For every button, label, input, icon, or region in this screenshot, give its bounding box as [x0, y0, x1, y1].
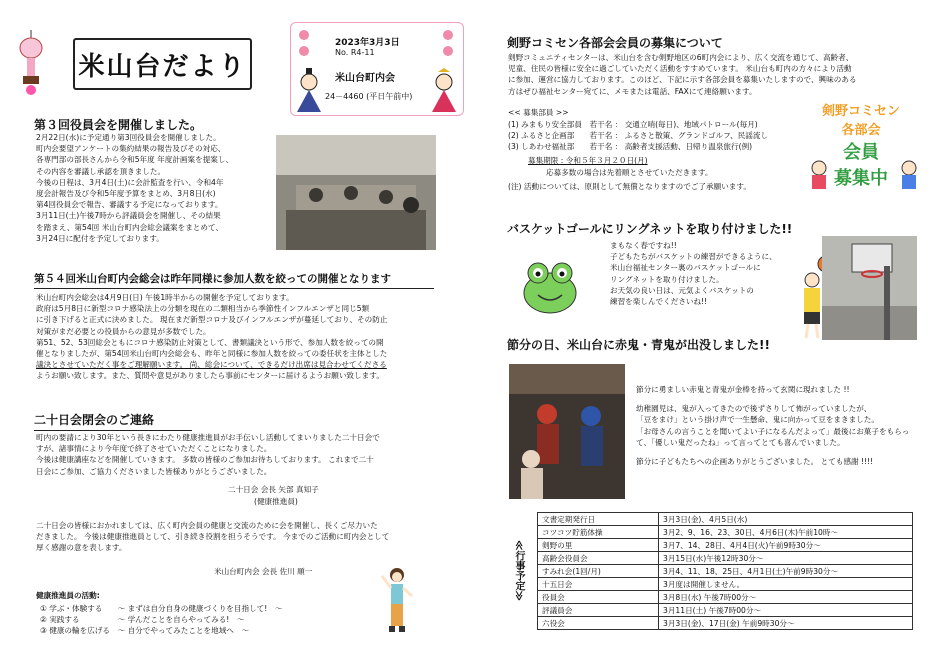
- text-line: 二十日会の皆様におかれましては、広く町内会員の健康と交流のために会を開催し、長くご尽力いた: [36, 521, 378, 530]
- recruit-note: (注) 活動については、原則として無償となりますのでご了承願います。: [508, 182, 751, 191]
- text-line: 対策がまだ必要との役員からの意見が多数でした。: [36, 326, 211, 336]
- list-item: ② 実践する ～ 学んだことを自らやってみる! ～: [40, 615, 245, 625]
- schedule-label: ≪行事予定≫: [513, 540, 524, 601]
- list-item: (2) ふるさと企画部 若干名 ： ふるさと散策、グランドゴルフ、民謡流し: [508, 131, 769, 141]
- schedule-date: 3月3日(金)、4月5日(水): [659, 513, 913, 526]
- activities-title: 健康推進員の活動:: [36, 591, 100, 600]
- hina-doll-male-icon: [294, 68, 324, 116]
- badge-line: 剣野コミセン: [821, 104, 900, 119]
- text-line: その内容を審議し承認を頂きました。: [36, 166, 166, 176]
- basketball-goal-photo: [822, 236, 917, 340]
- text-line: 今後は健康講座などを開催していきます。 多数の皆様のご参加お待ちしております。 これまで二十: [36, 455, 374, 465]
- schedule-event: すみれ会(1回/月): [538, 565, 659, 578]
- text-line: 各専門部の部長さんから令和5年度 年度計画案を提案し、: [36, 155, 234, 165]
- text-line: 度会計報告及び令和5年度予算をまとめ、3月8日(水): [36, 189, 216, 199]
- section-heading-setsubun: 節分の日、米山台に赤鬼・青鬼が出没しました!!: [507, 338, 770, 352]
- text-line: 子どもたちがバスケットの練習ができるように、: [610, 252, 777, 262]
- text-line: 練習を楽しんでくださいね!!: [610, 297, 708, 307]
- text-line: すが、諸事情により今年度で終了させていただくことになりました。: [36, 444, 272, 454]
- text-line: 米山台福祉センター裏のバスケットゴールに: [610, 263, 761, 273]
- hatsuka-kai-signature: 二十日会 会長 矢部 真知子: [228, 485, 319, 494]
- schedule-date: 3月7、14、28日、4月4日(火)午前9時30分～: [659, 539, 913, 552]
- schedule-event: コツコツ貯筋体操: [538, 526, 659, 539]
- text-line: 剣野コミュニティセンターは、米山台を含む剣野地区の6町内会により、広く交流を通じて、高齢者、: [508, 53, 854, 62]
- recruit-list: [508, 119, 768, 153]
- schedule-row: [538, 578, 913, 591]
- schedule-event: 十五日会: [538, 578, 659, 591]
- badge-line: 募集中: [834, 168, 888, 189]
- lantern-left-icon: [18, 30, 44, 104]
- schedule-row: [538, 539, 913, 552]
- list-item: ① 学ぶ・体験する ～ まずは自分自身の健康づくりを目指して! ～: [40, 604, 283, 613]
- section-heading-recruit: 剣野コミセン各部会会員の募集について: [507, 36, 723, 50]
- schedule-date: 3月11日(土) 午後7時00分～: [659, 604, 913, 617]
- text-line: 節分に勇ましい赤鬼と青鬼が金棒を持って玄関に現れました !!: [636, 385, 850, 394]
- setsubun-text: [636, 384, 926, 467]
- text-line: 日会にご参加、ご協力くださいました皆様ありがとうございました。: [36, 466, 272, 476]
- hatsuka-kai-signature-role: (健康推進員): [254, 497, 298, 506]
- org-name: 米山台町内会: [335, 73, 395, 84]
- text-line: まもなく春ですね!!: [610, 241, 677, 250]
- meeting-photo: [276, 135, 436, 250]
- children-illustration: [808, 160, 830, 194]
- text-line: 米山台町内会総会は4月9日(日) 午後1時半からの開催を予定しております。: [36, 293, 294, 302]
- schedule-date: 3月15日(水)午後12時30分～: [659, 552, 913, 565]
- board-meeting-text: [36, 132, 272, 244]
- issue-date: 2023年3月3日: [335, 38, 400, 48]
- list-item: ③ 健康の輪を広げる ～ 自分でやってみたことを地域へ ～: [40, 626, 250, 636]
- text-line: て、「優しい鬼だったね」って言ってとても喜んでいました。: [636, 437, 845, 447]
- schedule-row: [538, 604, 913, 617]
- list-item: (3) しあわせ福祉部 若干名 ： 高齢者支援活動、日帰り温泉旅行(例): [508, 142, 753, 152]
- hatsuka-kai-thanks-text: [36, 520, 438, 554]
- text-line: 3月11日(土)午後7時から評議員会を開催し、その結果: [36, 211, 221, 221]
- text-line: ようお願い致します。また、質問や意見がありましたら事前にセンターに届けるようお願い致します。: [36, 371, 384, 381]
- text-line: 第51、52、53回総会ともにコロナ感染防止対策として、書類議決という形で、参加人数を絞っての開: [36, 337, 384, 347]
- text-line: 今後の日程は、3月4日(土)に会計監査を行い、令和4年: [36, 177, 224, 187]
- schedule-date: 3月3日(金)、17日(金) 午前9時30分～: [659, 617, 913, 630]
- schedule-event: 六役会: [538, 617, 659, 630]
- schedule-row: [538, 513, 913, 526]
- schedule-row: [538, 591, 913, 604]
- activities-list: [40, 603, 283, 637]
- basketball-text: [610, 240, 800, 307]
- recruit-deadline: 募集期限 : 令和５年３月２０日(月): [528, 156, 648, 165]
- list-item: (1) みまもり安全部員 若干名 ： 交通立哨(毎日)、地域パトロール(毎月): [508, 120, 758, 129]
- text-line: 幼稚園児は、鬼が入ってきたので後ずさりして怖がっていましたが、: [636, 404, 872, 414]
- hina-doll-female-icon: [429, 68, 459, 116]
- text-line: 政府は5月8日に新型コロナ感染法上の分類を現在の二類相当から季節性インフルエンザと同じ5類: [36, 304, 370, 314]
- issue-info-box: [290, 22, 464, 116]
- text-line: を踏まえ、第54回 米山台町内会総会議案をまとめて、: [36, 222, 224, 232]
- text-line: 2月22日(水)に予定通り第3回役員会を開催しました。: [36, 133, 221, 142]
- schedule-event: 役員会: [538, 591, 659, 604]
- badge-line: 会員: [843, 142, 879, 163]
- hatsuka-kai-text: [36, 432, 438, 477]
- section-heading-basketball: バスケットゴールにリングネットを取り付けました!!: [507, 222, 793, 236]
- exercise-woman-illustration: [380, 566, 414, 640]
- text-line: 児童、住民の皆様に安全に過ごしていただく活動をすすめています。 米山台も町内の方々により活動: [508, 64, 852, 74]
- text-line: 方はぜひ福祉センター宛てに、メモまたは電話、FAXにて連絡願います。: [508, 86, 757, 96]
- schedule-event: 高齢会役員会: [538, 552, 659, 565]
- newsletter-title-box: [73, 38, 252, 90]
- schedule-row: [538, 617, 913, 630]
- text-line: 町内の要請により30年という長きにわたり健康推進員がお手伝いし活動してまいりました二十日会で: [36, 433, 380, 442]
- chairman-signature: 米山台町内会 会長 佐川 順一: [214, 567, 313, 576]
- general-meeting-text: [36, 292, 438, 382]
- text-line: に参加、運営に協力しております。このほど、下記に示す各部会員を募集いたしますので、興味のある: [508, 75, 857, 85]
- section-heading-board-meeting: 第３回役員会を開催しました。: [34, 118, 203, 132]
- text-line: に引き下げると正式に決めました。 現在まだ新型コロナ及びインフルエンザが蔓延しており、その防止: [36, 315, 388, 325]
- schedule-date: 3月8日(水) 午後7時00分～: [659, 591, 913, 604]
- text-line: 3月24日に配付を予定しております。: [36, 233, 164, 243]
- org-phone: 24－4460 (平日午前中): [325, 92, 413, 101]
- text-line: 「豆をまけ」という掛け声で一生懸命、鬼に向かって豆をまきました。: [636, 415, 879, 425]
- text-line: 節分に子どもたちへの企画ありがとうございました。 とても感謝 !!!!: [636, 457, 874, 467]
- schedule-row: [538, 565, 913, 578]
- frog-illustration: [520, 255, 580, 319]
- text-line: 「お母さんの言うことを聞いてよい子になるんだよって」最後にお菓子をもらっ: [636, 426, 910, 436]
- schedule-event: 文書定期発行日: [538, 513, 659, 526]
- recruit-label: << 募集部員 >>: [508, 108, 569, 117]
- schedule-date: 3月2、9、16、23、30日、4月6日(木)午前10時～: [659, 526, 913, 539]
- badge-line: 各部会: [841, 123, 881, 138]
- schedule-event: 評議員会: [538, 604, 659, 617]
- text-line: 町内会要望アンケートの集約結果の報告及びその対応、: [36, 144, 226, 154]
- schedule-row: [538, 552, 913, 565]
- schedule-table: [537, 512, 913, 630]
- schedule-date: 3月4、11、18、25日、4月1日(土)午前9時30分～: [659, 565, 913, 578]
- setsubun-photo: [509, 364, 625, 499]
- ume-blossom-icon: [441, 29, 455, 63]
- schedule-event: 剣野の里: [538, 539, 659, 552]
- issue-number: No. R4-11: [335, 48, 375, 57]
- text-line: リングネットを取り付けました。: [610, 274, 724, 284]
- text-line: 厚く感謝の意を表します。: [36, 543, 127, 553]
- recruit-text: [508, 52, 916, 97]
- newsletter-title: 米山台だより: [78, 51, 247, 82]
- section-heading-general-meeting: 第５４回米山台町内会総会は昨年同様に参加人数を絞っての開催となります: [34, 271, 434, 289]
- section-heading-hatsuka-kai: 二十日会閉会のご連絡: [34, 411, 192, 431]
- schedule-row: [538, 526, 913, 539]
- text-line: 議決とさせていただく事をご理解願います。 尚、総会について、できるだけ出席は見合わせてくださる: [36, 360, 387, 370]
- text-line: 第4回役員会で報告、審議する予定になっております。: [36, 200, 223, 210]
- children-illustration: [898, 160, 920, 194]
- text-line: お天気の良い日は、元気よくバスケットの: [610, 285, 754, 295]
- schedule-date: 3月度は開催しません。: [659, 578, 913, 591]
- ume-blossom-icon: [297, 29, 311, 63]
- text-line: だきました。 今後は健康推進員として、引き続き役割を担うそうです。 今までのご活動に町内会として: [36, 532, 390, 542]
- text-line: 催となりましたが、第54回米山台町内会総会も、昨年と同様に参加人数を絞っての委任状を主体とした: [36, 349, 388, 359]
- recruit-deadline-note: 応募多数の場合は先着順とさせていただきます。: [546, 168, 713, 177]
